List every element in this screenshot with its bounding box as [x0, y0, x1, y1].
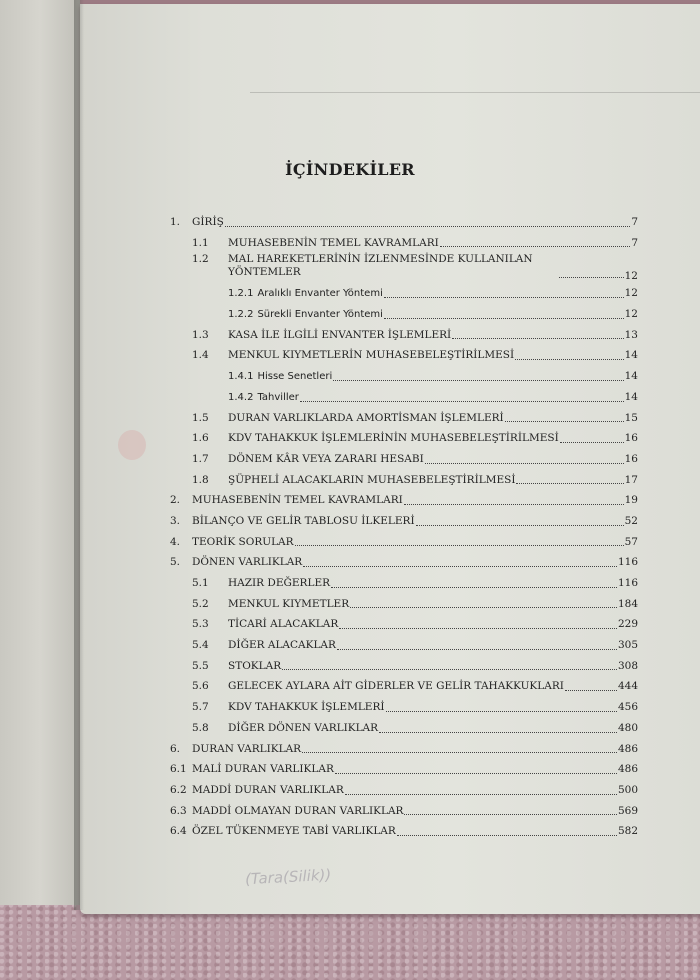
toc-entry-label: Tahviller — [257, 391, 299, 403]
dot-leader — [404, 504, 624, 505]
toc-entry-label: Hisse Senetleri — [257, 371, 333, 383]
toc-entry-page: 12 — [624, 270, 638, 283]
toc-entry-label: DÖNEM KÂR VEYA ZARARI HESABI — [228, 452, 424, 465]
toc-entry-page: 17 — [624, 473, 638, 486]
toc-entry-page: 486 — [617, 763, 638, 776]
toc-entry — [170, 253, 638, 283]
dot-leader — [440, 246, 631, 247]
dot-leader — [560, 442, 624, 443]
toc-entry — [170, 387, 638, 408]
toc-entry-label: KDV TAHAKKUK İŞLEMLERİNİN MUHASEBELEŞTİRİLMESİ — [228, 432, 559, 445]
toc-entry-page: 480 — [617, 721, 638, 734]
toc-entry-label: MALİ DURAN VARLIKLAR — [192, 763, 334, 776]
toc-entry-number: 1.2.1 — [228, 288, 254, 300]
toc-entry — [170, 739, 638, 760]
toc-entry — [170, 552, 638, 573]
toc-entry-page: 116 — [617, 556, 638, 569]
toc-entry-number: 1.1 — [192, 236, 209, 249]
dot-leader — [505, 421, 624, 422]
toc-entry-page: 184 — [617, 597, 638, 610]
toc-entry-page: 7 — [631, 236, 638, 249]
toc-entry-number: 1.4.2 — [228, 391, 254, 403]
toc-entry-page: 486 — [617, 742, 638, 755]
toc-entry-number: 6. — [170, 742, 181, 755]
toc-entry-number: 5.1 — [192, 577, 209, 589]
toc-entry-label: TİCARİ ALACAKLAR — [228, 618, 339, 631]
toc-entry — [170, 614, 638, 635]
toc-entry-page: 14 — [624, 370, 638, 383]
toc-entry — [170, 532, 638, 553]
toc-entry — [170, 635, 638, 656]
toc-entry — [170, 594, 638, 615]
toc-entry-label: TEORİK SORULAR — [192, 535, 294, 548]
dot-leader — [345, 794, 617, 795]
dot-leader — [516, 483, 623, 484]
dot-leader — [452, 338, 623, 339]
toc-entry-number: 5.5 — [192, 659, 209, 672]
toc-entry-page: 500 — [617, 783, 638, 796]
dot-leader — [331, 587, 617, 588]
toc-entry-page: 15 — [624, 411, 638, 424]
toc-entry-label: STOKLAR — [228, 659, 282, 672]
toc-entry-page: 52 — [624, 514, 638, 527]
toc-entry-number: 1.4 — [192, 349, 209, 362]
toc-entry-label: MUHASEBENİN TEMEL KAVRAMLARI — [228, 236, 439, 249]
dot-leader — [282, 669, 617, 670]
dot-leader — [386, 711, 617, 712]
dot-leader — [225, 226, 631, 227]
toc-entry-page: 582 — [617, 825, 638, 838]
toc-title: İÇİNDEKİLER — [285, 160, 415, 179]
toc-entry-page: 116 — [617, 577, 638, 589]
dot-leader — [333, 380, 623, 381]
toc-entry-number: 6.2 — [170, 783, 187, 796]
dot-leader — [565, 690, 617, 691]
dot-leader — [339, 628, 617, 629]
toc-entry — [170, 233, 638, 254]
toc-entry-number: 1.3 — [192, 328, 209, 341]
toc-entry-page: 14 — [624, 349, 638, 362]
toc-entry-number: 5.4 — [192, 639, 209, 652]
left-page-edge — [0, 0, 80, 905]
toc-entry-label: DİĞER ALACAKLAR — [228, 639, 336, 652]
handwritten-note: (Tara(Silik)) — [244, 865, 332, 889]
dot-leader — [295, 545, 624, 546]
toc-entry-number: 1.4.1 — [228, 371, 254, 383]
toc-entry-label: DÖNEN VARLIKLAR — [192, 556, 303, 569]
toc-entry-number: 6.1 — [170, 763, 187, 776]
toc-entry — [170, 428, 638, 449]
toc-entry-page: 456 — [617, 701, 638, 714]
toc-entry — [170, 366, 638, 387]
toc-entry-number: 3. — [170, 514, 181, 527]
toc-entry-page: 305 — [617, 639, 638, 652]
toc-entry-number: 1.8 — [192, 473, 209, 486]
dot-leader — [379, 732, 617, 733]
dot-leader — [384, 318, 624, 319]
toc-entry-label: MADDİ DURAN VARLIKLAR — [192, 783, 344, 796]
ink-smudge — [118, 430, 146, 460]
table-of-contents — [170, 212, 638, 842]
toc-entry — [170, 697, 638, 718]
toc-entry-label: KASA İLE İLGİLİ ENVANTER İŞLEMLERİ — [228, 328, 452, 341]
toc-entry-label: ŞÜPHELİ ALACAKLARIN MUHASEBELEŞTİRİLMESİ — [228, 473, 516, 486]
toc-entry-page: 16 — [624, 452, 638, 465]
dot-leader — [302, 752, 617, 753]
toc-entry-number: 6.3 — [170, 804, 187, 817]
toc-entry-number: 5.2 — [192, 597, 209, 610]
toc-entry-label: MAL HAREKETLERİNİN İZLENMESİNDE KULLANILAN YÖNTEMLER — [228, 253, 533, 279]
toc-entry-label: ÖZEL TÜKENMEYE TABİ VARLIKLAR — [192, 825, 396, 838]
toc-entry-page: 444 — [617, 680, 638, 693]
dot-leader — [337, 649, 617, 650]
dot-leader — [300, 401, 624, 402]
toc-entry — [170, 718, 638, 739]
dot-leader — [303, 566, 617, 567]
dot-leader — [384, 297, 624, 298]
toc-entry-page: 16 — [624, 432, 638, 445]
toc-entry-label: GELECEK AYLARA AİT GİDERLER VE GELİR TAHAKKUKLARI — [228, 680, 564, 693]
toc-entry-number: 1.7 — [192, 452, 209, 465]
dot-leader — [404, 814, 617, 815]
toc-entry-number: 1.6 — [192, 432, 209, 445]
toc-entry-label: Aralıklı Envanter Yöntemi — [257, 288, 383, 300]
toc-entry-number: 5.3 — [192, 618, 209, 631]
toc-entry-label: MUHASEBENİN TEMEL KAVRAMLARI — [192, 494, 403, 507]
toc-entry-label: GİRİŞ — [192, 216, 224, 228]
bleed-through-rule — [250, 92, 700, 93]
toc-entry — [170, 759, 638, 780]
toc-entry-label: MENKUL KIYMETLERİN MUHASEBELEŞTİRİLMESİ — [228, 349, 515, 362]
toc-entry — [170, 676, 638, 697]
toc-entry-number: 4. — [170, 535, 181, 548]
toc-entry-page: 12 — [624, 287, 638, 300]
toc-entry — [170, 490, 638, 511]
toc-entry-number: 1.5 — [192, 411, 209, 424]
toc-entry — [170, 470, 638, 491]
toc-entry-page: 569 — [617, 804, 638, 817]
toc-entry — [170, 821, 638, 842]
toc-entry-label: DİĞER DÖNEN VARLIKLAR — [228, 721, 379, 734]
toc-entry-number: 2. — [170, 494, 181, 507]
toc-entry-label: DURAN VARLIKLAR — [192, 742, 302, 755]
toc-entry — [170, 325, 638, 346]
toc-entry-number: 1.2.2 — [228, 309, 254, 321]
dot-leader — [416, 525, 624, 526]
toc-entry-page: 12 — [624, 308, 638, 321]
toc-entry — [170, 801, 638, 822]
toc-entry — [170, 304, 638, 325]
toc-entry — [170, 345, 638, 366]
toc-entry — [170, 283, 638, 304]
toc-entry-label: MADDİ OLMAYAN DURAN VARLIKLAR — [192, 804, 404, 817]
toc-entry-number: 6.4 — [170, 825, 187, 838]
dot-leader — [350, 607, 617, 608]
toc-entry — [170, 511, 638, 532]
dot-leader — [515, 359, 623, 360]
book-spine-shadow — [74, 0, 84, 910]
toc-entry-number: 1.2 — [192, 253, 209, 266]
toc-entry-label: KDV TAHAKKUK İŞLEMLERİ — [228, 701, 385, 714]
dot-leader — [425, 463, 624, 464]
toc-entry-number: 5. — [170, 556, 181, 569]
toc-entry-label: MENKUL KIYMETLER — [228, 597, 350, 610]
toc-entry — [170, 449, 638, 470]
toc-entry-number: 5.8 — [192, 721, 209, 734]
toc-entry — [170, 656, 638, 677]
toc-entry-page: 19 — [624, 494, 638, 507]
dot-leader — [335, 773, 617, 774]
toc-entry-number: 1. — [170, 216, 181, 228]
toc-entry — [170, 780, 638, 801]
toc-entry — [170, 408, 638, 429]
toc-entry-page: 229 — [617, 618, 638, 631]
toc-entry-label: HAZIR DEĞERLER — [228, 577, 331, 589]
toc-entry-page: 57 — [624, 535, 638, 548]
toc-entry-page: 14 — [624, 390, 638, 403]
toc-entry-page: 13 — [624, 328, 638, 341]
dot-leader — [397, 835, 617, 836]
toc-entry-number: 5.7 — [192, 701, 209, 714]
toc-entry-page: 308 — [617, 659, 638, 672]
toc-entry-page: 7 — [631, 216, 638, 228]
toc-entry-number: 5.6 — [192, 680, 209, 693]
toc-entry-label: BİLANÇO VE GELİR TABLOSU İLKELERİ — [192, 514, 415, 527]
dot-leader — [559, 277, 624, 278]
toc-entry — [170, 212, 638, 233]
toc-entry-label: Sürekli Envanter Yöntemi — [257, 309, 383, 321]
toc-entry-label: DURAN VARLIKLARDA AMORTİSMAN İŞLEMLERİ — [228, 411, 504, 424]
toc-entry — [170, 573, 638, 594]
